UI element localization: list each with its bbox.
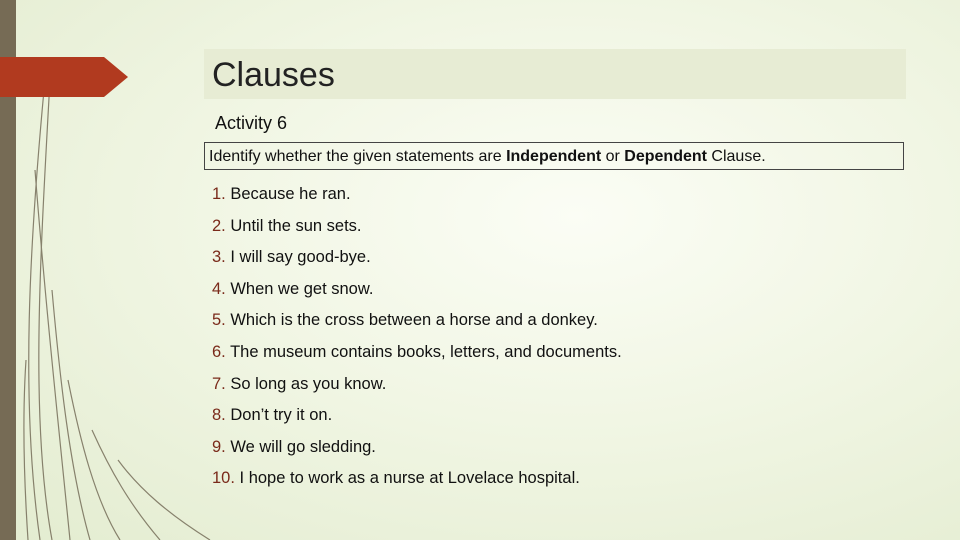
item-number: 5. xyxy=(212,311,226,330)
list-item xyxy=(212,277,622,309)
slide-subtitle: Activity 6 xyxy=(215,113,288,133)
instruction-middle: or xyxy=(601,148,625,165)
item-text: So long as you know. xyxy=(230,374,387,393)
item-number: 4. xyxy=(212,279,226,298)
item-text: Don’t try it on. xyxy=(230,406,333,425)
slide-title: Clauses xyxy=(212,56,335,94)
instruction-suffix: Clause. xyxy=(706,148,766,165)
right-arrow-icon xyxy=(0,57,128,97)
item-number: 1. xyxy=(212,185,226,203)
item-number: 7. xyxy=(212,374,226,393)
list-item xyxy=(212,182,622,214)
instruction-term-independent: Independent xyxy=(506,148,602,165)
list-item xyxy=(212,435,622,467)
item-text: The museum contains books, letters, and documents. xyxy=(230,342,622,361)
item-number: 9. xyxy=(212,437,226,456)
list-item xyxy=(212,340,622,372)
item-text: Until the sun sets. xyxy=(230,216,362,235)
item-number: 2. xyxy=(212,216,226,235)
item-text: I will say good-bye. xyxy=(230,248,371,267)
item-number: 3. xyxy=(212,248,226,267)
list-item xyxy=(212,372,622,404)
instruction-prefix: Identify whether the given statements are xyxy=(209,148,507,165)
item-text: I hope to work as a nurse at Lovelace hospital. xyxy=(239,469,580,488)
item-number: 10. xyxy=(212,469,235,488)
item-number: 8. xyxy=(212,406,226,425)
item-text: Which is the cross between a horse and a donkey. xyxy=(230,311,598,330)
list-item xyxy=(212,245,622,277)
list-item xyxy=(212,466,622,498)
list-item xyxy=(212,214,622,246)
statement-list xyxy=(212,182,622,498)
list-item xyxy=(212,403,622,435)
item-text: Because he ran. xyxy=(230,185,351,203)
list-item xyxy=(212,308,622,340)
item-text: We will go sledding. xyxy=(230,437,376,456)
item-number: 6. xyxy=(212,342,226,361)
instruction-term-dependent: Dependent xyxy=(624,148,707,165)
instruction-box xyxy=(204,142,904,170)
item-text: When we get snow. xyxy=(230,279,374,298)
